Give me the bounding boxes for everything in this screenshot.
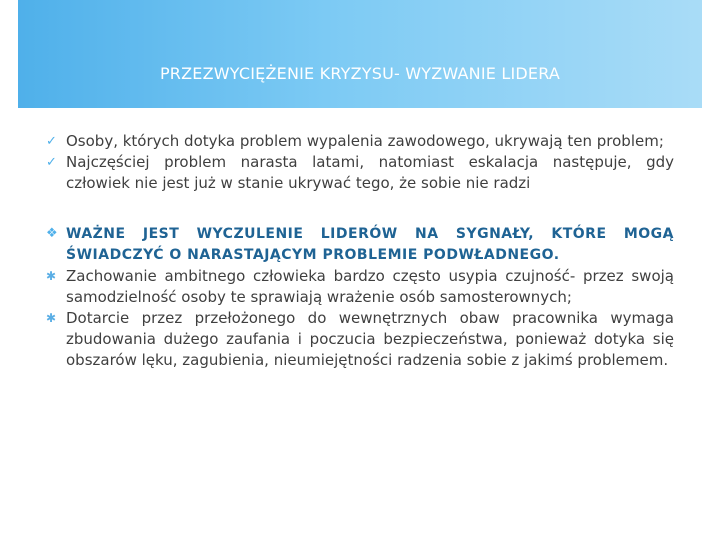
- slide-title: PRZEZWYCIĘŻENIE KRYZYSU- WYZWANIE LIDERA: [159, 64, 561, 83]
- bullet-text: Najczęściej problem narasta latami, natomiast eskalacja następuje, gdy człowiek nie jest już w stanie ukrywać tego, że sobie nie radzi: [66, 153, 674, 192]
- section-heading: [46, 224, 674, 266]
- bullet-item: [46, 131, 674, 152]
- asterisk-icon: ✱: [46, 269, 57, 283]
- diamond-icon: ❖: [46, 226, 59, 241]
- checkmark-icon: ✓: [46, 155, 57, 170]
- slide-body: [46, 131, 674, 371]
- bullet-text: Osoby, których dotyka problem wypalenia zawodowego, ukrywają ten problem;: [66, 132, 664, 150]
- bullet-item: [46, 308, 674, 371]
- asterisk-icon: ✱: [46, 311, 57, 325]
- bullet-text: Zachowanie ambitnego człowieka bardzo często usypia czujność- przez swoją samodzielność osoby te sprawiają wrażenie osób samosterownych;: [66, 267, 674, 306]
- heading-text: WAŻNE JEST WYCZULENIE LIDERÓW NA SYGNAŁY, KTÓRE MOGĄ ŚWIADCZYĆ O NARASTAJĄCYM PROBLEMIE PODWŁADNEGO.: [66, 226, 674, 263]
- checkmark-icon: ✓: [46, 134, 57, 149]
- title-banner: [18, 0, 702, 108]
- spacer: [46, 194, 674, 224]
- bullet-item: [46, 152, 674, 194]
- bullet-item: [46, 266, 674, 308]
- bullet-text: Dotarcie przez przełożonego do wewnętrznych obaw pracownika wymaga zbudowania dużego zaufania i poczucia bezpieczeństwa, ponieważ dotyka się obszarów lęku, zagubienia, nieumiejętności radzenia sobie z jakimś problemem.: [66, 309, 674, 369]
